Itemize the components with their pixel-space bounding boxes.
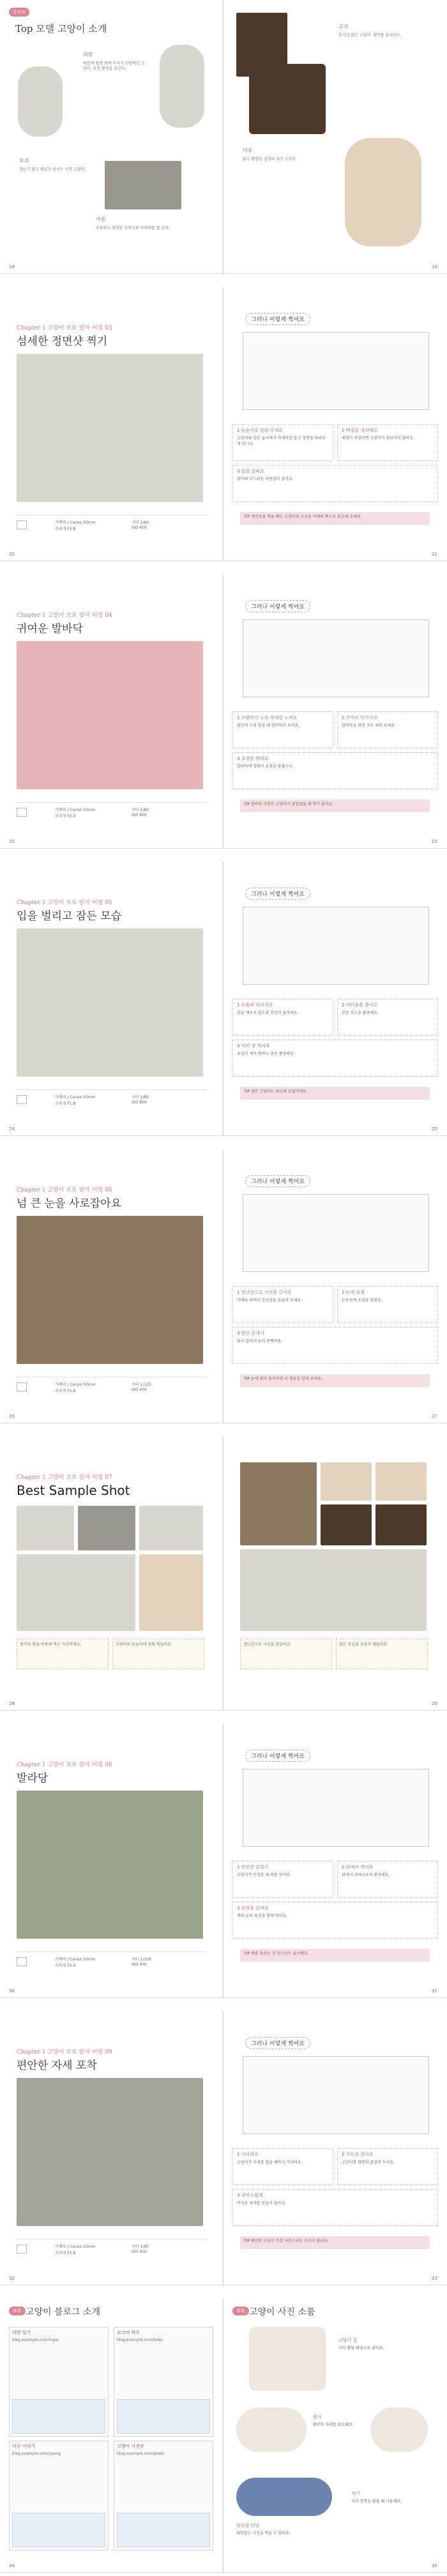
howto-tag: 그러나 이렇게 찍어요 (245, 313, 310, 325)
tip-panel-body: 창가의 부드러운 자연광이 좋아요. (237, 477, 294, 481)
cat-desc-2: 장난기 많고 애교가 넘치는 수컷 고양이. (19, 167, 86, 172)
spread-7 (0, 1724, 447, 1998)
camera-info (17, 2239, 206, 2261)
chapter-label: Chapter 1 고양이 포토 팔자 비법 08 (17, 1762, 112, 1768)
info-camera: 카메라 / Canon 50mm (55, 520, 96, 525)
tip-panel-heading: 3 초점을 맞춰요 (237, 756, 269, 761)
page-number: 23 (432, 839, 437, 844)
tip-panel-body: 고양이를 화면의 중심에 두어요. (342, 2160, 395, 2165)
sample-photo-3 (139, 1506, 203, 1550)
tip-panel-3 (232, 1327, 438, 1364)
appendix-tag: 부록 (9, 2307, 26, 2315)
howto-tag: 그러나 이렇게 찍어요 (245, 888, 310, 900)
tip-bar: TIP 정면샷을 찍을 때는 고양이의 시선을 카메라 쪽으로 유도해 주세요. (240, 512, 430, 525)
spread-6 (0, 1437, 447, 1711)
info-camera: 카메라 / Canon 50mm (55, 808, 96, 812)
tip-panel-body: 빛이 있어야 눈이 반짝여요. (237, 1339, 283, 1344)
page-number: 32 (9, 2276, 15, 2281)
tip-panel-heading: 1 장난감으로 시선을 끌어요 (237, 1290, 292, 1295)
info-aperture: 조리개 F1.8 (55, 1102, 76, 1106)
tip-panel-body: 카메라 위에서 장난감을 흔들어 주세요. (237, 1298, 303, 1303)
goods-name-1: 고양이 집 (338, 2338, 358, 2343)
info-shutter: 셔터 1/80 (132, 808, 149, 812)
page-number: 33 (432, 2276, 437, 2281)
tip-panel-body: 위에서 내려다보며 촬영해요. (342, 1873, 390, 1877)
page-number: 18 (9, 264, 15, 269)
chapter-label: Chapter 1 고양이 포토 팔자 비법 05 (17, 900, 112, 906)
tip-panel-body: 표정이 계속 변하니 연속 촬영해요. (237, 1052, 295, 1056)
cat-desc-3: 조용하고 얌전한 성격으로 카메라를 잘 본다. (96, 226, 170, 231)
goods-name-3: 장난감 터널 (236, 2523, 260, 2528)
chapter-label: Chapter 1 고양이 포토 팔자 비법 04 (17, 612, 112, 619)
tip-bar: TIP 편안한 모습이 가장 자연스러운 사진이 됩니다. (240, 2236, 430, 2249)
sample-photo-2 (78, 1506, 135, 1550)
page-24 (0, 862, 224, 1135)
tip-panel-3 (232, 752, 438, 789)
cat-desc-4: 호기심 많은 고양이. 창가를 좋아한다. (338, 33, 402, 38)
page-22 (0, 575, 224, 848)
sample-photo-5 (139, 1554, 203, 1631)
info-iso: ISO 800 (132, 1100, 147, 1105)
sample-photo-10 (375, 1504, 427, 1545)
tip-panel-1 (232, 711, 333, 748)
sample-tip-2: 고양이의 눈높이에 맞춰 찍었어요. (112, 1639, 204, 1669)
howto-tag: 그러나 이렇게 찍어요 (245, 2037, 310, 2049)
tip-panel-body: 고양이와 같은 높이에서 카메라를 들고 정면을 바라보게 합니다. (237, 436, 326, 446)
tip-panel-body: 편안히 누워 있을 때 발바닥이 보여요. (237, 724, 300, 728)
cat-name-4: 코코 (338, 24, 349, 29)
info-iso: ISO 400 (132, 526, 147, 530)
info-camera: 카메라 / Canon 50mm (55, 1383, 96, 1387)
appendix-tag: 부록 (232, 2307, 249, 2315)
info-camera: 카메라 / Canon 50mm (55, 1095, 96, 1100)
cat-name-5: 미유 (243, 148, 253, 153)
tip-bar: TIP 눈에 빛이 들어가면 더 생동감 있게 보여요. (240, 1374, 430, 1387)
info-camera: 카메라 / Canon 50mm (55, 1957, 96, 1962)
page-28 (0, 1437, 224, 1710)
tip-panel-body: 발바닥을 화면 가득 채워 보세요. (342, 724, 396, 728)
tip-panel-3 (232, 465, 438, 502)
chapter-title: 입을 벌리고 잠든 모습 (17, 910, 122, 923)
page-number: 34 (9, 2563, 15, 2568)
illustration (243, 619, 429, 697)
tip-panel-heading: 2 구도를 잡아요 (342, 2152, 374, 2157)
blog-screenshot (117, 2513, 210, 2547)
main-photo (17, 641, 203, 789)
page-number: 25 (432, 1126, 437, 1132)
camera-icon (17, 520, 27, 529)
camera-info (17, 1089, 206, 1112)
chapter-label: Chapter 1 고양이 포토 팔자 비법 06 (17, 1187, 112, 1193)
tip-panel-2 (337, 711, 438, 748)
goods-desc-3: 재미있는 사진을 찍을 수 있어요. (236, 2531, 291, 2536)
spread-5 (0, 1149, 447, 1423)
chapter-title: 넘 큰 눈을 사로잡아요 (17, 1197, 122, 1210)
spread-4 (0, 862, 447, 1136)
page-number: 19 (432, 264, 437, 269)
info-shutter: 셔터 1/125 (132, 1383, 151, 1387)
goods-photo-cushion (236, 2407, 307, 2452)
page-35 (224, 2299, 446, 2572)
camera-icon (17, 1383, 27, 1391)
blog-card-1 (9, 2327, 109, 2437)
cat-photo-3 (105, 161, 181, 209)
main-photo (17, 1791, 203, 1939)
cat-desc-1: 하얀색 털에 회색 무늬가 인상적인 고양이. 사진 촬영을 즐긴다. (83, 61, 145, 71)
tip-panel-heading: 1 눈높이를 맞춰 주세요 (237, 428, 283, 433)
blog-url[interactable]: blog.example.com/hope (12, 2338, 59, 2342)
spread-2 (0, 287, 447, 561)
info-iso: ISO 400 (132, 2250, 147, 2254)
chapter-title: 편안한 자세 포착 (17, 2059, 97, 2072)
illustration (243, 332, 429, 410)
tip-panel-2 (337, 2148, 438, 2185)
tip-panel-body: 고양이가 자세를 잡을 때까지 기다려요. (237, 2160, 303, 2165)
page-29 (224, 1437, 446, 1710)
chapter-title: Best Sample Shot (17, 1483, 130, 1498)
goods-desc-1: 사진 촬영 배경으로 좋아요. (338, 2346, 384, 2351)
blog-screenshot (117, 2399, 210, 2434)
illustration (243, 907, 429, 985)
page-number: 20 (9, 552, 15, 557)
tip-panel-1 (232, 424, 333, 461)
page-30 (0, 1724, 224, 1997)
howto-tag: 그러나 이렇게 찍어요 (245, 600, 310, 612)
cat-name-1: 희망 (83, 52, 93, 57)
tip-panel-2 (337, 424, 438, 461)
tip-panel-body: 배경이 복잡하면 고양이가 돋보이지 않아요. (342, 436, 414, 441)
camera-info (17, 515, 206, 537)
chapter-label: Chapter 1 고양이 포토 팔자 비법 07 (17, 1474, 112, 1481)
chapter-title: 발라당 (17, 1772, 49, 1785)
camera-info (17, 1951, 206, 1974)
page-32 (0, 2012, 224, 2285)
tip-panel-3 (232, 1040, 438, 1077)
sample-photo-6 (240, 1462, 317, 1545)
blog-screenshot (12, 2513, 105, 2547)
tip-panel-heading: 2 눈에 초점 (342, 1290, 365, 1295)
info-aperture: 조리개 F2.0 (55, 814, 76, 819)
spread-9 (0, 2299, 447, 2573)
blog-name: 보코의 하루 (117, 2330, 140, 2335)
tip-panel-body: 무음 모드를 활용해요. (342, 1011, 379, 1015)
cat-name-3: 야옹 (96, 216, 106, 222)
tip-panel-2 (337, 1861, 438, 1898)
tip-panel-body: 잠을 깨우지 않도록 천천히 움직여요. (237, 1011, 299, 1015)
page-number: 22 (9, 839, 15, 844)
info-shutter: 셔터 1/100 (132, 1957, 151, 1962)
sample-photo-8 (375, 1462, 427, 1501)
goods-photo-house (249, 2327, 326, 2391)
cat-photo-6 (345, 138, 421, 246)
illustration (243, 1194, 429, 1272)
page-number: 27 (432, 1414, 437, 1419)
main-photo (17, 2078, 203, 2226)
goods-desc-4: 식사 장면을 담을 때 사용해요. (351, 2499, 402, 2504)
tip-panel-1 (232, 1286, 333, 1323)
sample-photo-1 (17, 1506, 74, 1550)
howto-tag: 그러나 이렇게 찍어요 (245, 1750, 310, 1762)
main-photo (17, 1216, 203, 1364)
tip-panel-heading: 3 자연스럽게 (237, 2193, 263, 2198)
tip-panel-heading: 3 밝은 곳에서 (237, 1331, 264, 1336)
tip-panel-body: 눈동자에 초점을 맞춰요. (342, 1298, 383, 1303)
page-34 (0, 2299, 224, 2572)
goods-name-4: 식기 (351, 2491, 360, 2496)
page-21 (224, 287, 446, 561)
tip-panel-heading: 1 기다려요 (237, 2152, 259, 2157)
tip-bar: TIP 배를 보이는 건 믿는다는 표시예요. (240, 1949, 430, 1962)
page-26 (0, 1149, 224, 1423)
page-33 (224, 2012, 446, 2285)
blog-url[interactable]: blog.example.com/photo (117, 2451, 165, 2456)
spread-8 (0, 2012, 447, 2285)
section-tag: 등장묘 (9, 8, 29, 17)
info-shutter: 셔터 1/60 (132, 2245, 149, 2249)
chapter-label: Chapter 1 고양이 포토 팔자 비법 03 (17, 325, 112, 331)
main-photo (17, 354, 203, 502)
camera-icon (17, 2245, 27, 2254)
illustration (243, 1769, 429, 1847)
blog-card-3 (9, 2441, 109, 2550)
sample-tip-3: 장난감으로 시선을 끌었어요. (240, 1639, 332, 1669)
tip-panel-3 (232, 2189, 438, 2226)
page-23 (224, 575, 446, 848)
info-aperture: 조리개 F2.8 (55, 2251, 76, 2255)
blog-name: 야옹 이야기 (12, 2444, 36, 2449)
info-iso: ISO 400 (132, 1388, 147, 1392)
blog-name: 희망 일기 (12, 2330, 31, 2335)
goods-name-2: 방석 (313, 2414, 322, 2420)
tip-panel-heading: 2 가까이 다가가요 (342, 715, 378, 720)
info-shutter: 셔터 1/60 (132, 1095, 149, 1100)
info-shutter: 셔터 1/60 (132, 520, 149, 525)
info-aperture: 조리개 F2.8 (55, 527, 76, 531)
blog-name: 고양이 사진관 (117, 2444, 144, 2449)
tip-panel-body: 억지로 자세를 만들지 않아요. (237, 2201, 287, 2206)
chapter-label: Chapter 1 고양이 포토 팔자 비법 09 (17, 2049, 112, 2056)
cat-photo-1 (18, 66, 63, 137)
page-25 (224, 862, 446, 1135)
main-photo (17, 928, 203, 1077)
page-31 (224, 1724, 446, 1997)
tip-panel-body: 발바닥에 정확히 초점을 맞춥니다. (237, 764, 294, 769)
cat-photo-2 (160, 45, 204, 128)
info-iso: ISO 400 (132, 813, 147, 817)
spread-1 (0, 0, 447, 274)
tip-panel-1 (232, 1861, 333, 1898)
info-iso: ISO 400 (132, 1962, 147, 1967)
info-aperture: 조리개 F2.8 (55, 1389, 76, 1393)
page-number: 29 (432, 1701, 437, 1706)
blog-card-4 (114, 2441, 213, 2550)
sample-tip-4: 잠든 모습을 조용히 담았어요. (336, 1639, 428, 1669)
tip-panel-heading: 3 여러 장 찍어요 (237, 1043, 270, 1049)
tip-panel-2 (337, 999, 438, 1036)
camera-info (17, 1377, 206, 1399)
sample-photo-9 (321, 1504, 372, 1545)
goods-photo-bowl (370, 2407, 428, 2452)
tip-panel-heading: 2 배경을 정리해요 (342, 428, 378, 433)
sample-photo-4 (17, 1554, 135, 1631)
page-number: 30 (9, 1989, 15, 1994)
illustration (243, 2056, 429, 2134)
camera-icon (17, 1957, 27, 1966)
goods-photo-tunnel (236, 2478, 332, 2516)
camera-icon (17, 808, 27, 817)
blog-screenshot (12, 2399, 105, 2434)
info-camera: 카메라 / Canon 50mm (55, 2245, 96, 2249)
chapter-title: 귀여운 발바닥 (17, 623, 83, 635)
page-number: 35 (432, 2563, 437, 2568)
page-18 (0, 0, 224, 273)
chapter-title: 섬세한 정면샷 찍기 (17, 335, 108, 348)
appendix-title: 고양이 사진 소품 (249, 2307, 315, 2317)
tip-panel-heading: 3 표정을 살펴요 (237, 1905, 269, 1911)
sample-tip-1: 창가의 빛을 이용해 찍은 사진이에요. (17, 1639, 109, 1669)
sample-photo-7 (321, 1462, 372, 1501)
tip-panel-heading: 1 조용히 다가가요 (237, 1003, 273, 1008)
tip-panel-heading: 2 위에서 찍어요 (342, 1865, 374, 1870)
spread-title: Top 모델 고양이 소개 (15, 23, 107, 34)
tip-bar: TIP 발바닥 사진은 고양이가 잠들었을 때 찍기 좋아요. (240, 799, 430, 812)
camera-icon (17, 1095, 27, 1104)
howto-tag: 그러나 이렇게 찍어요 (245, 1175, 310, 1187)
blog-card-2 (114, 2327, 213, 2437)
cat-name-2: 보코 (19, 158, 29, 163)
blog-url[interactable]: blog.example.com/yaong (12, 2451, 61, 2456)
tip-panel-heading: 1 편안한 분위기 (237, 1865, 269, 1870)
tip-panel-body: 고양이가 안심할 때 배를 보여요. (237, 1873, 291, 1877)
page-27 (224, 1149, 446, 1423)
tip-panel-body: 귀와 눈의 표정을 함께 담아요. (237, 1914, 288, 1918)
camera-info (17, 802, 206, 824)
tip-panel-heading: 3 빛을 살펴요 (237, 469, 264, 474)
tip-panel-1 (232, 2148, 333, 2185)
page-20 (0, 287, 224, 561)
tip-panel-heading: 2 셔터음을 줄여요 (342, 1003, 378, 1008)
tip-panel-2 (337, 1286, 438, 1323)
tip-bar: TIP 잠든 고양이는 최고의 모델이에요. (240, 1087, 430, 1100)
goods-desc-2: 편안한 자세를 유도해요. (313, 2423, 354, 2427)
spread-3 (0, 575, 447, 849)
page-19 (224, 0, 446, 273)
page-number: 24 (9, 1126, 15, 1132)
sample-photo-11 (240, 1549, 427, 1631)
cat-photo-5 (249, 64, 326, 134)
tip-panel-heading: 1 고양이가 누운 자세를 노려요 (237, 715, 298, 720)
page-number: 31 (432, 1989, 437, 1994)
tip-panel-3 (232, 1902, 438, 1939)
appendix-title: 고양이 블로그 소개 (26, 2307, 101, 2317)
page-number: 28 (9, 1701, 15, 1706)
blog-url[interactable]: blog.example.com/boko (117, 2338, 163, 2342)
page-number: 21 (432, 552, 437, 557)
page-number: 26 (9, 1414, 15, 1419)
cat-desc-5: 밝고 활발한 성격의 치즈 고양이. (243, 157, 297, 162)
info-aperture: 조리개 F2.0 (55, 1964, 76, 1968)
tip-panel-1 (232, 999, 333, 1036)
